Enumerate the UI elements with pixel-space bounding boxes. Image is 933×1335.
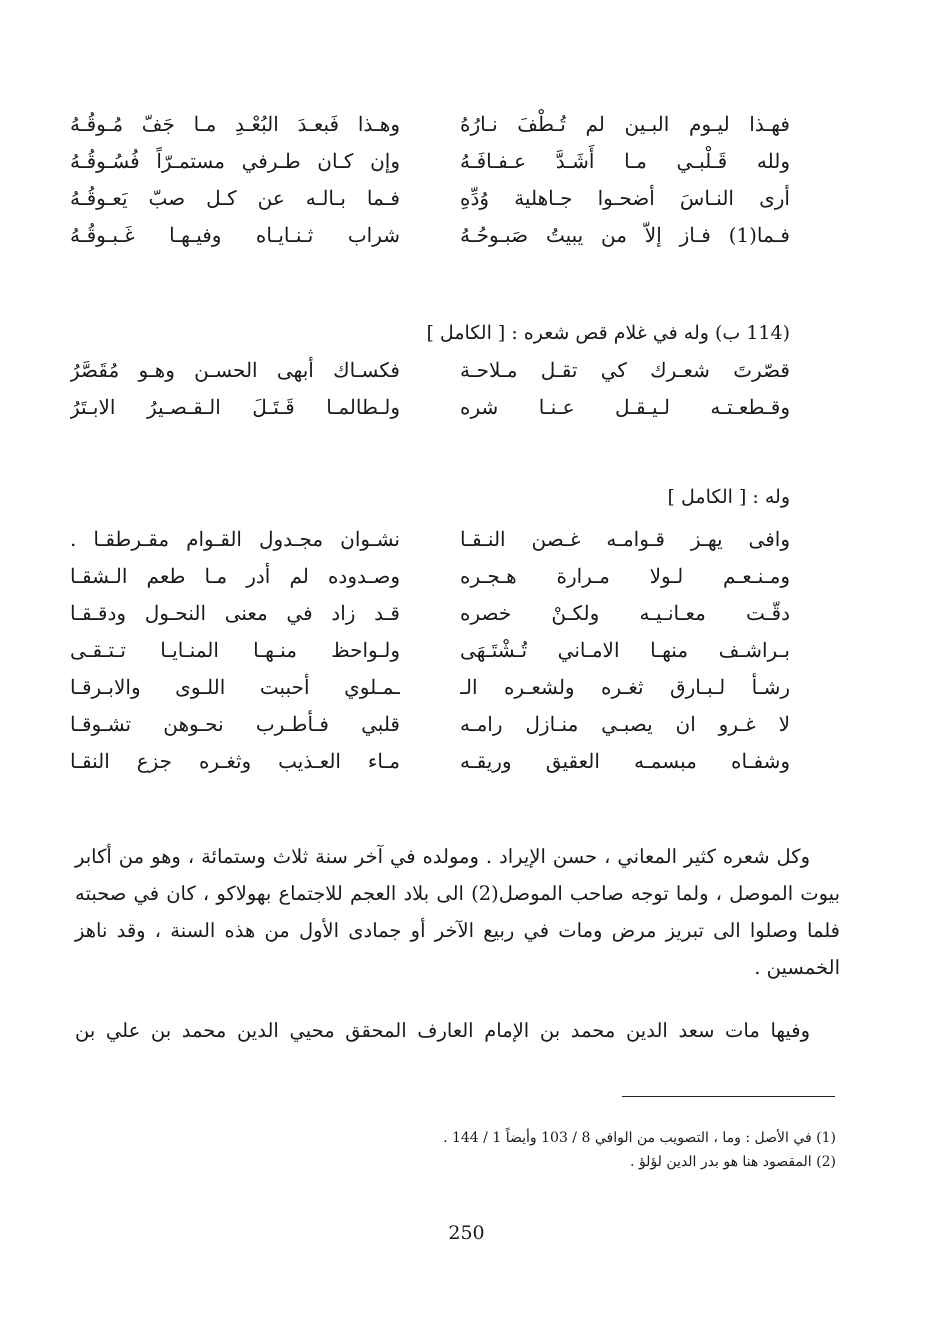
poem-2-heading: (114 ب) وله في غلام قص شعره : [ الكامل ] (426, 322, 790, 344)
verse-first-hemistich: دقّـت معـانـيـه ولكـنْ خصره (460, 601, 790, 625)
page-number: 250 (448, 1222, 485, 1244)
verse-second-hemistich: ولـواحظ منـهـا المنـايـا تـتـقـى (70, 638, 400, 662)
verse-second-hemistich: شراب ثـنـايـاه وفيـهـا غَـبـوقُـهُ (70, 223, 400, 247)
verse-second-hemistich: ـمـلوي أحببت اللـوى والابـرقـا (70, 675, 400, 699)
verse-first-hemistich: أرى النـاسَ أضحـوا جـاهلية وُدِّهِ (460, 186, 790, 210)
verse-first-hemistich: وقـطعـتـه لـيـقـل عـنـا شره (460, 395, 790, 419)
prose-continuation: وفيها مات سعد الدين محمد بن الإمام العارف المحقق محيي الدين محمد بن علي بن (75, 1019, 810, 1042)
verse-line (70, 389, 790, 426)
verse-line (70, 521, 790, 558)
verse-line (70, 143, 790, 180)
footnote-separator (622, 1096, 835, 1097)
verse-second-hemistich: قلبي فـأطـرب نحـوهن تشـوقـا (70, 712, 400, 736)
verse-second-hemistich: مـاء العـذيب وثغـره جزع النقـا (70, 749, 400, 773)
verse-first-hemistich: قصّرتَ شعـرك كي تقـل مـلاحـة (460, 358, 790, 382)
verse-line (70, 706, 790, 743)
verse-first-hemistich: رشـأ لـبـارق ثغـره ولشعـره الـ (460, 675, 790, 699)
verse-first-hemistich: وشفـاه مبسمـه العقيق وريقـه (460, 749, 790, 773)
verse-second-hemistich: نشـوان مجـدول القـوام مقـرطقـا . (70, 527, 400, 551)
verse-line (70, 217, 790, 254)
verse-second-hemistich: فـما بـالـه عن كـل صبّ يَعـوقُـهُ (70, 186, 400, 210)
footnotes (236, 1126, 836, 1174)
verse-line (70, 595, 790, 632)
verse-line (70, 632, 790, 669)
verse-line (70, 743, 790, 780)
verse-first-hemistich: بـراشـف منهـا الامـاني تُـشْتَـهَى (460, 638, 790, 662)
verse-line (70, 558, 790, 595)
verse-first-hemistich: لا غـرو ان يصبـي منـازل رامـه (460, 712, 790, 736)
verse-first-hemistich: فـما(1) فـاز إلاّ من يبيتُ صَبـوحُـهُ (460, 223, 790, 247)
verse-first-hemistich: وافى يهـز قـوامـه غـصن النـقـا (460, 527, 790, 551)
verse-second-hemistich: وهـذا فَبعـدَ البُعْـدِ مـا جَفّ مُـوقُـهُ (70, 112, 400, 136)
footnote-2: (2) المقصود هنا هو بدر الدين لؤلؤ . (630, 1154, 836, 1170)
verse-line (70, 106, 790, 143)
verse-second-hemistich: ولـطالمـا قَـتَـلَ الـقـصـيرُ الابـتَرُ (70, 395, 400, 419)
poem-2 (70, 352, 790, 426)
verse-line (70, 180, 790, 217)
verse-second-hemistich: وصـدوده لم أدر مـا طعم الـشقـا (70, 564, 400, 588)
verse-second-hemistich: قـد زاد في معنى النحـول ودقـقـا (70, 601, 400, 625)
verse-second-hemistich: فكسـاك أبهى الحسـن وهـو مُقَصَّرُ (70, 358, 400, 382)
prose-paragraph (75, 838, 840, 986)
footnote-1: (1) في الأصل : وما ، التصويب من الوافي 8 / 103 وأيضاً 1 / 144 . (443, 1130, 836, 1146)
verse-second-hemistich: وإن كـان طـرفي مستمـرّاً فُسُـوقُـهُ (70, 149, 400, 173)
verse-first-hemistich: ومـنـعـم لـولا مـرارة هـجـره (460, 564, 790, 588)
poem-3 (70, 521, 790, 780)
paragraph-text: وكل شعره كثير المعاني ، حسن الإيراد . ومولده في آخر سنة ثلاث وستمائة ، وهو من أكابر بيوت الموصل ، ولما توجه صاحب الموصل(2) الى بلاد العجم للاجتماع بهولاكو ، كان في صحبته فلما وصلوا الى تبريز مرض ومات في ربيع الآخر أو جمادى الأول من هذه السنة ، وقد ناهز الخمسين . (75, 845, 840, 979)
verse-first-hemistich: فهـذا ليـوم البـين لم تُـطْفَ نـارُهُ (460, 112, 790, 136)
verse-line (70, 352, 790, 389)
verse-line (70, 669, 790, 706)
verse-first-hemistich: ولله قَـلْبـي مـا أَشَـدَّ عـفـافَـهُ (460, 149, 790, 173)
poem-3-heading: وله : [ الكامل ] (667, 486, 790, 508)
poem-1 (70, 106, 790, 254)
